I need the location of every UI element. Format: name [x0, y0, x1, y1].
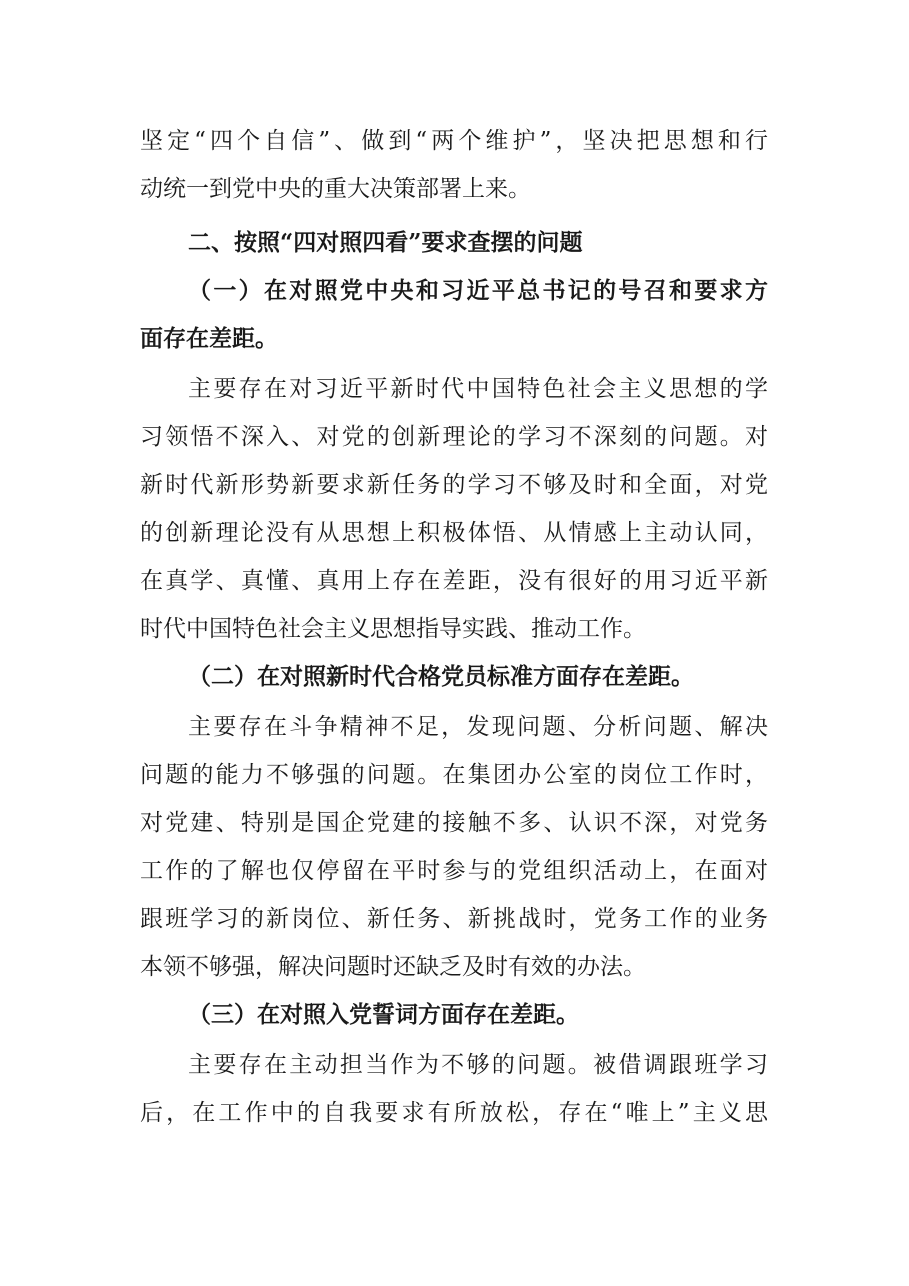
paragraph-line: 习领悟不深入、对党的创新理论的学习不深刻的问题。对 [140, 424, 768, 450]
paragraph-line: 时代中国特色社会主义思想指导实践、推动工作。 [140, 616, 646, 642]
paragraph-line: 问题的能力不够强的问题。在集团办公室的岗位工作时， [140, 762, 768, 788]
subsection-heading: （三）在对照入党誓词方面存在差距。 [188, 1001, 579, 1028]
paragraph-line: 的创新理论没有从思想上积极体悟、从情感上主动认同， [140, 520, 768, 546]
paragraph-line: 跟班学习的新岗位、新任务、新挑战时，党务工作的业务 [140, 906, 768, 932]
paragraph-line: 主要存在主动担当作为不够的问题。被借调跟班学习 [188, 1052, 768, 1078]
paragraph-line: 在真学、真懂、真用上存在差距，没有很好的用习近平新 [140, 568, 768, 594]
subsection-heading: 面存在差距。 [140, 325, 278, 352]
paragraph-line: 工作的了解也仅停留在平时参与的党组织活动上，在面对 [140, 858, 768, 884]
paragraph-line: 坚定“四个自信”、做到“两个维护”，坚决把思想和行 [140, 128, 768, 154]
paragraph-line: 后，在工作中的自我要求有所放松，存在“唯上”主义思 [140, 1100, 768, 1126]
paragraph-line: 动统一到党中央的重大决策部署上来。 [140, 176, 531, 202]
paragraph-line: 主要存在对习近平新时代中国特色社会主义思想的学 [188, 376, 768, 402]
paragraph-line: 新时代新形势新要求新任务的学习不够及时和全面，对党 [140, 472, 768, 498]
paragraph-line: 本领不够强，解决问题时还缺乏及时有效的办法。 [140, 954, 646, 980]
subsection-heading: （二）在对照新时代合格党员标准方面存在差距。 [188, 663, 694, 690]
paragraph-line: 主要存在斗争精神不足，发现问题、分析问题、解决 [188, 714, 768, 740]
subsection-heading: （一）在对照党中央和习近平总书记的号召和要求方 [188, 277, 768, 304]
paragraph-line: 对党建、特别是国企党建的接触不多、认识不深，对党务 [140, 810, 768, 836]
section-heading: 二、按照“四对照四看”要求查摆的问题 [188, 229, 583, 256]
